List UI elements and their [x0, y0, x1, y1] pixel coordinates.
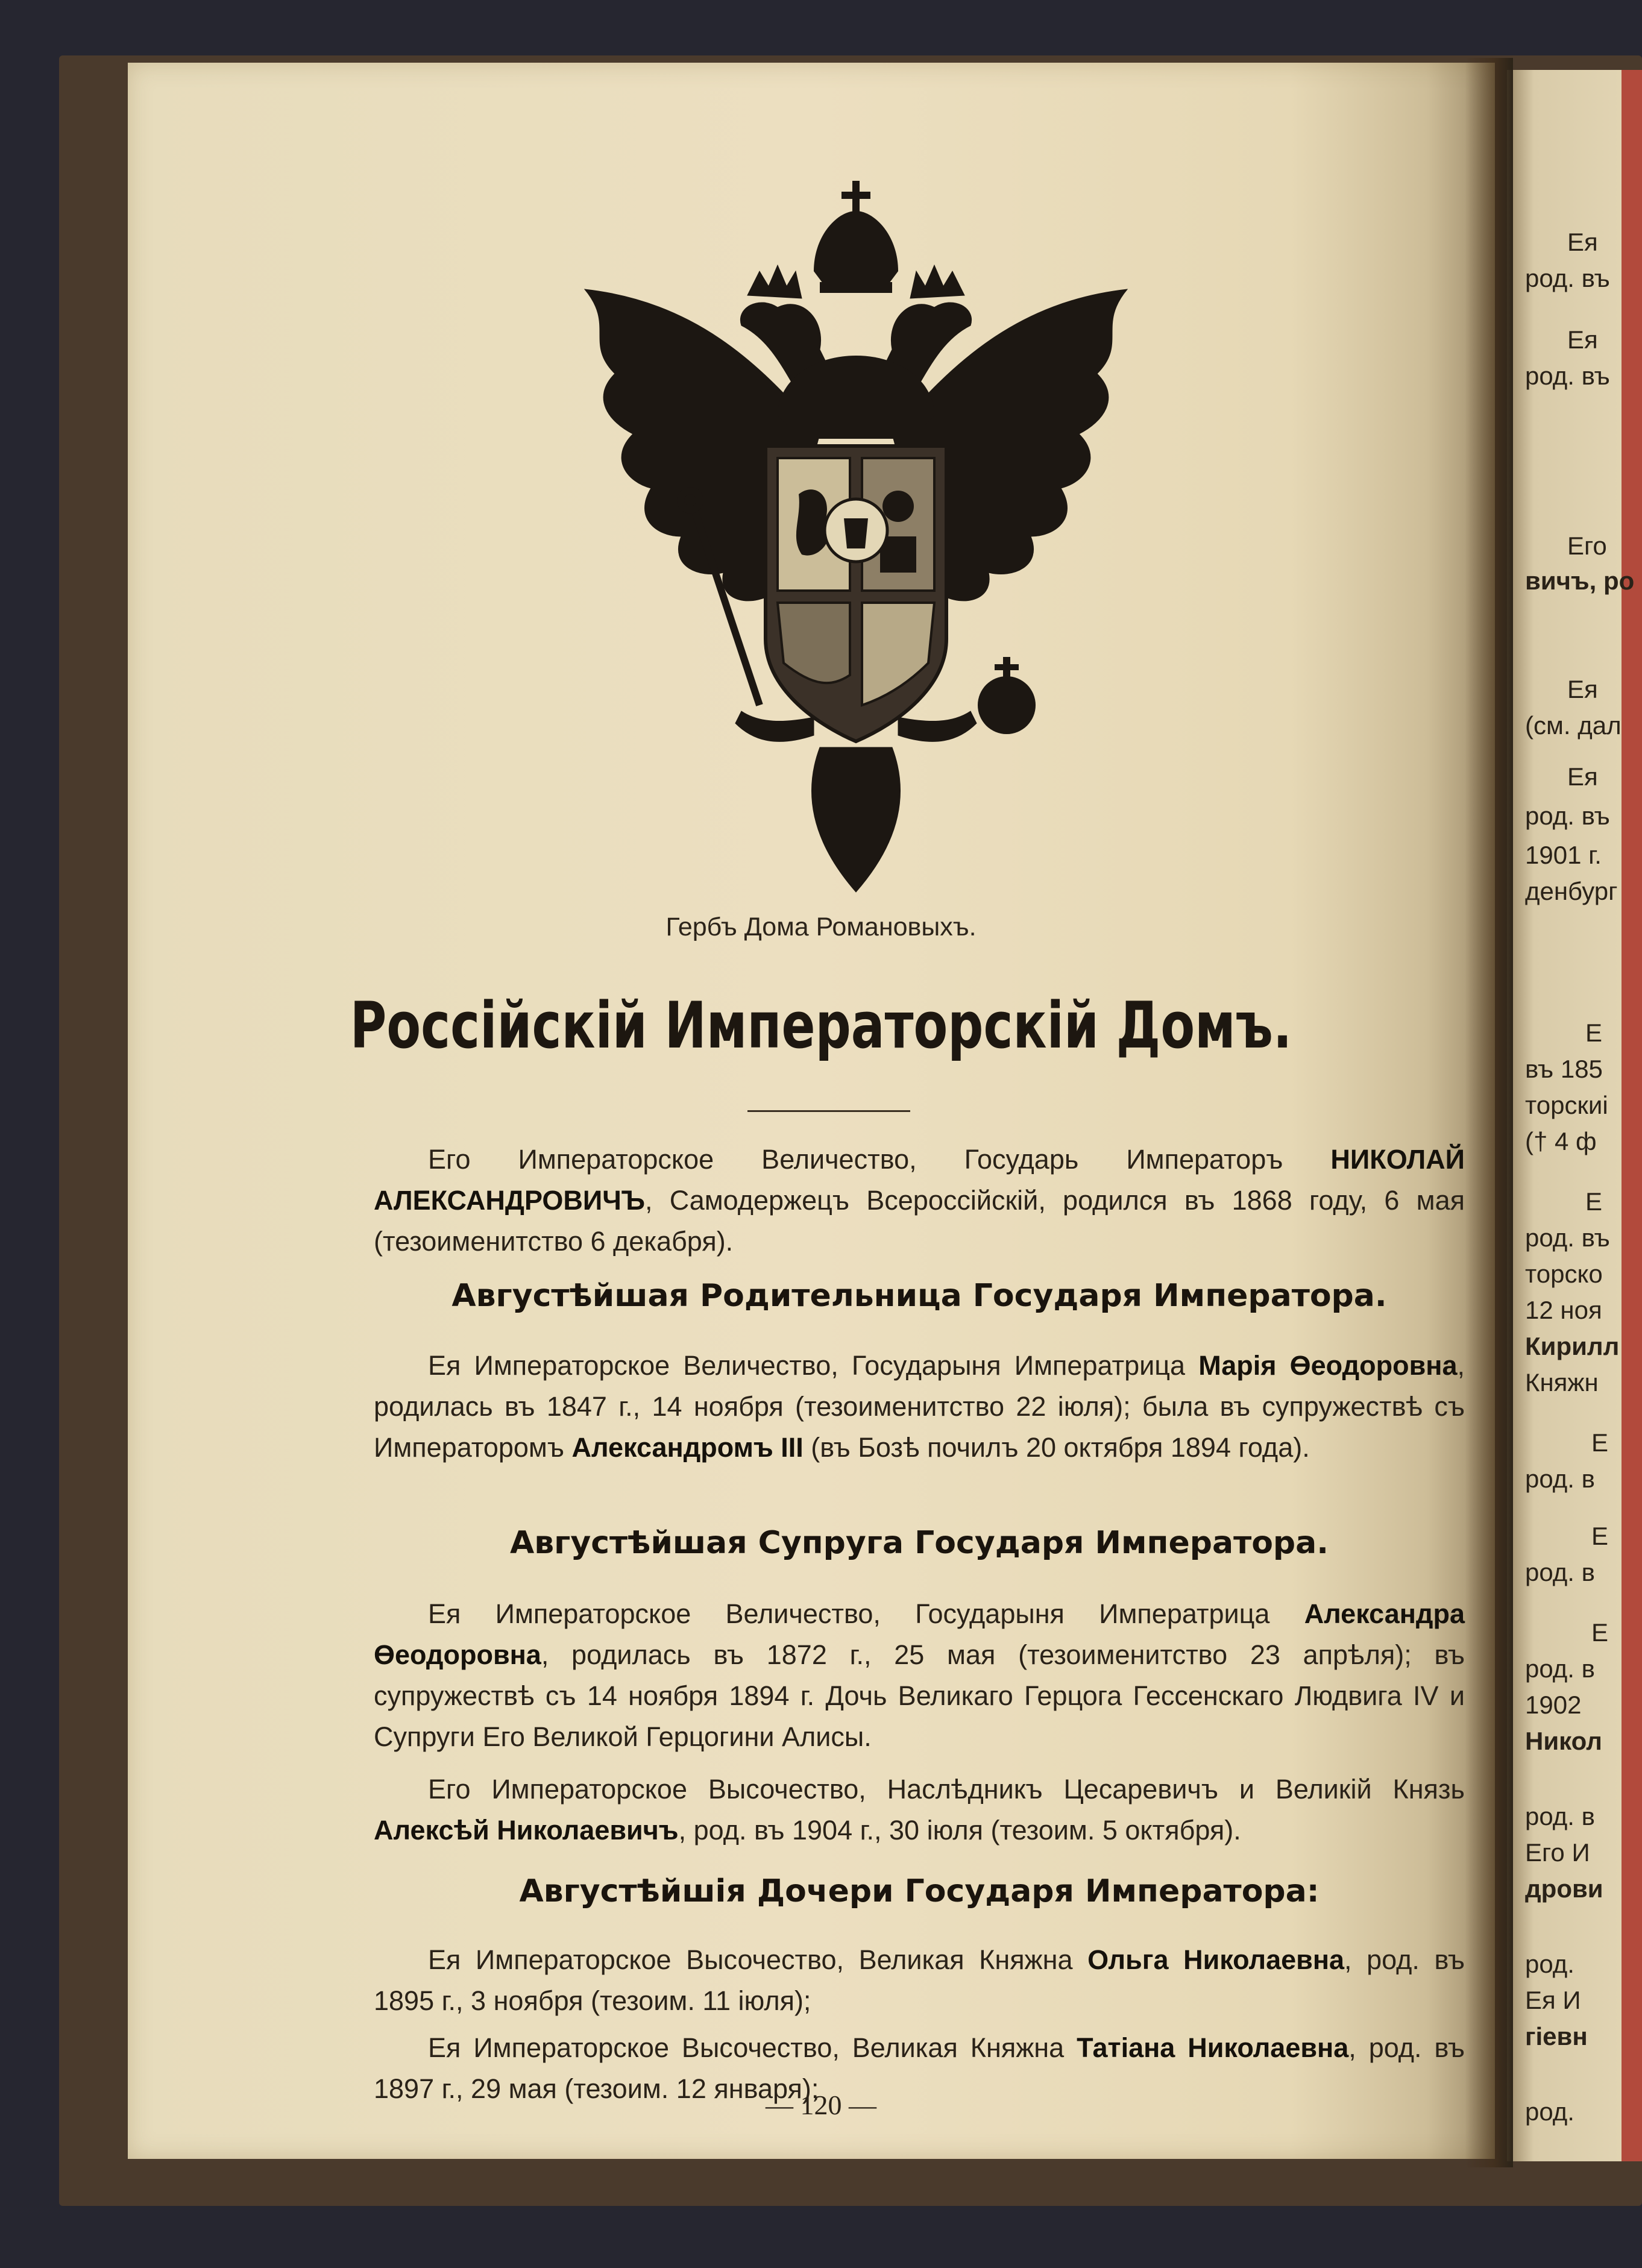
right-line: вичъ, ро — [1525, 567, 1635, 595]
mother-name: Марія Өеодоровна — [1198, 1350, 1458, 1381]
consort-text-1: Ея Императорское Величество, Государыня Императрица — [428, 1598, 1304, 1629]
right-line: Ея — [1567, 675, 1598, 703]
consort-text-2: , родилась въ 1872 г., 25 мая (тезоименитство 23 апрѣля); въ супружествѣ съ 14 ноября 1894 г. Дочь Великаго Герцога Гессенскаго Людвига IV и Супруги Его Великой Герцогини Алисы. — [374, 1639, 1465, 1752]
emperor-text-2: , Самодержецъ Всероссійскій, родился въ 1868 году, 6 мая (тезоименитство 6 декабря). — [374, 1185, 1465, 1257]
right-line: Ея — [1567, 325, 1598, 354]
daughter-olga-paragraph — [374, 1940, 1465, 2021]
right-line: Княжн — [1525, 1368, 1599, 1396]
emblem-caption: Гербъ Дома Романовыхъ. — [665, 913, 977, 941]
right-line: Е — [1585, 1187, 1603, 1216]
heir-text-1: Его Императорское Высочество, Наслѣдникъ Цесаревичъ и Великій Князь — [428, 1774, 1465, 1805]
daughter-text-2: , род. въ 1895 г., 3 ноября (тезоим. 11 іюля); — [374, 1944, 1465, 2016]
right-line: род. въ — [1525, 264, 1610, 292]
page-title: Россійскій Императорскій Домъ. — [350, 988, 1292, 1063]
daughter-text-1: Ея Императорское Высочество, Великая Княжна — [428, 2032, 1077, 2063]
right-line: род. в — [1525, 1802, 1595, 1830]
right-line: род. въ — [1525, 1224, 1610, 1252]
right-line: Его И — [1525, 1838, 1590, 1867]
mother-text-2: , родилась въ 1847 г., 14 ноября (тезоименитство 22 іюля); была въ супружествѣ съ Императоромъ — [374, 1350, 1465, 1463]
right-line: торскиі — [1525, 1091, 1608, 1119]
right-line: 1902 — [1525, 1691, 1582, 1719]
right-line: род. в — [1525, 1654, 1595, 1683]
right-line: Е — [1591, 1428, 1609, 1457]
mother-text-3: (въ Бозѣ почилъ 20 октября 1894 года). — [803, 1432, 1310, 1463]
right-line: въ 185 — [1525, 1055, 1603, 1083]
mother-heading: Августѣйшая Родительница Государя Императора. — [451, 1278, 1387, 1314]
mother-spouse-name: Александромъ III — [571, 1432, 804, 1463]
right-line: Ея — [1567, 228, 1598, 256]
right-line: 12 ноя — [1525, 1296, 1602, 1324]
right-line: род. въ — [1525, 802, 1610, 830]
right-line: († 4 ф — [1525, 1127, 1597, 1155]
consort-heading: Августѣйшая Супруга Государя Императора. — [510, 1525, 1329, 1561]
right-line: Е — [1591, 1618, 1609, 1647]
daughter-name: Ольга Николаевна — [1087, 1944, 1345, 1975]
book-gutter — [1465, 58, 1513, 2167]
romanov-coat-of-arms — [561, 145, 1151, 904]
right-line: Ея И — [1525, 1986, 1581, 2014]
mother-paragraph — [374, 1345, 1465, 1468]
right-line: Е — [1591, 1522, 1609, 1550]
daughters-heading: Августѣйшія Дочери Государя Императора: — [519, 1873, 1320, 1909]
daughter-name: Татіана Николаевна — [1077, 2032, 1349, 2063]
right-line: (см. дал — [1525, 711, 1622, 740]
right-line: род. в — [1525, 1465, 1595, 1493]
page-edge — [1622, 70, 1642, 2161]
right-line: род. — [1525, 1950, 1574, 1978]
right-line: Ея — [1567, 762, 1598, 791]
right-line: Е — [1585, 1019, 1603, 1047]
right-line: денбург — [1525, 877, 1618, 905]
mother-text-1: Ея Императорское Величество, Государыня Императрица — [428, 1350, 1199, 1381]
right-line: Кирилл — [1525, 1332, 1620, 1360]
emperor-text-1: Его Императорское Величество, Государь Императоръ — [428, 1144, 1331, 1175]
right-line: Его — [1567, 532, 1607, 560]
title-divider — [747, 1110, 910, 1112]
consort-name: Александра Өеодоровна — [374, 1598, 1465, 1670]
emperor-paragraph — [374, 1139, 1465, 1262]
right-line: торско — [1525, 1260, 1603, 1288]
right-line: Никол — [1525, 1727, 1602, 1755]
right-line: род. в — [1525, 1558, 1595, 1586]
heir-name: Алексѣй Николаевичъ — [374, 1815, 679, 1845]
heir-paragraph — [374, 1769, 1465, 1851]
right-line: гіевн — [1525, 2022, 1588, 2050]
right-line: дрови — [1525, 1874, 1603, 1903]
daughter-text-2: , род. въ 1897 г., 29 мая (тезоим. 12 января); — [374, 2032, 1465, 2104]
heir-text-2: , род. въ 1904 г., 30 іюля (тезоим. 5 октября). — [678, 1815, 1241, 1845]
double-headed-eagle-icon — [561, 145, 1151, 904]
daughter-text-1: Ея Императорское Высочество, Великая Княжна — [428, 1944, 1088, 1975]
consort-paragraph — [374, 1594, 1465, 1758]
right-line: род. въ — [1525, 362, 1610, 390]
page-number: — 120 — — [766, 2090, 876, 2120]
emperor-name: НИКОЛАЙ АЛЕКСАНДРОВИЧЪ — [374, 1144, 1465, 1216]
right-line: род. — [1525, 2097, 1574, 2126]
right-line: 1901 г. — [1525, 841, 1602, 869]
